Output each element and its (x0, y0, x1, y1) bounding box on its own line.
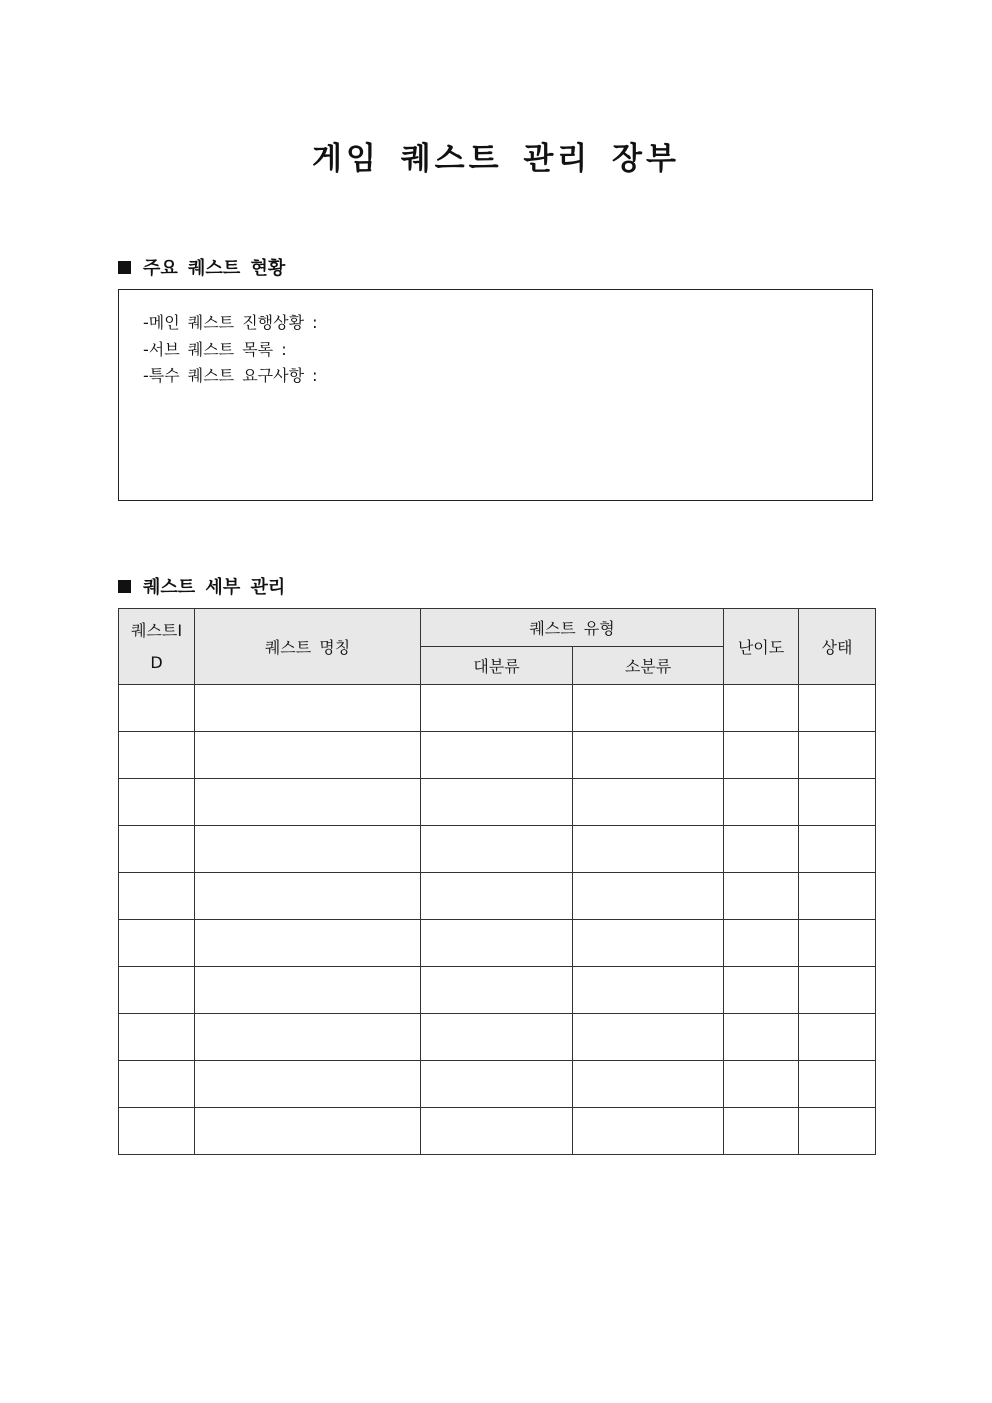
cell-quest-name (195, 1061, 421, 1108)
cell-status (799, 920, 876, 967)
column-header-quest-id: 퀘스트ID (119, 609, 195, 685)
column-header-major-category: 대분류 (421, 647, 573, 685)
quest-table-body (119, 685, 876, 1155)
column-header-status: 상태 (799, 609, 876, 685)
column-header-quest-type: 퀘스트 유형 (421, 609, 724, 647)
cell-difficulty (724, 1014, 799, 1061)
cell-difficulty (724, 732, 799, 779)
cell-quest-id (119, 1108, 195, 1155)
cell-major-category (421, 1014, 573, 1061)
cell-difficulty (724, 826, 799, 873)
cell-difficulty (724, 779, 799, 826)
cell-status (799, 1108, 876, 1155)
cell-major-category (421, 1061, 573, 1108)
quest-detail-table (118, 608, 876, 1155)
cell-status (799, 967, 876, 1014)
cell-status (799, 826, 876, 873)
cell-difficulty (724, 1061, 799, 1108)
cell-major-category (421, 873, 573, 920)
cell-minor-category (573, 1014, 724, 1061)
cell-major-category (421, 1108, 573, 1155)
table-row (119, 873, 876, 920)
cell-quest-id (119, 779, 195, 826)
square-bullet-icon (118, 261, 131, 274)
cell-minor-category (573, 873, 724, 920)
cell-quest-name (195, 826, 421, 873)
cell-quest-name (195, 920, 421, 967)
cell-minor-category (573, 826, 724, 873)
cell-quest-id (119, 920, 195, 967)
overview-box (118, 289, 873, 501)
main-quest-progress-line: -메인 퀘스트 진행상황 : (143, 313, 318, 332)
cell-minor-category (573, 779, 724, 826)
special-quest-requirements-line: -특수 퀘스트 요구사항 : (143, 366, 318, 385)
table-row (119, 1108, 876, 1155)
cell-major-category (421, 732, 573, 779)
cell-minor-category (573, 1061, 724, 1108)
cell-difficulty (724, 873, 799, 920)
cell-minor-category (573, 967, 724, 1014)
cell-minor-category (573, 920, 724, 967)
cell-quest-id (119, 1014, 195, 1061)
table-row (119, 779, 876, 826)
table-row (119, 685, 876, 732)
cell-status (799, 685, 876, 732)
cell-status (799, 732, 876, 779)
cell-quest-id (119, 826, 195, 873)
column-header-quest-name: 퀘스트 명칭 (195, 609, 421, 685)
table-row (119, 732, 876, 779)
cell-minor-category (573, 732, 724, 779)
page-title: 게임 퀘스트 관리 장부 (312, 141, 680, 177)
table-row (119, 1061, 876, 1108)
cell-quest-id (119, 1061, 195, 1108)
cell-minor-category (573, 685, 724, 732)
cell-quest-name (195, 1014, 421, 1061)
cell-difficulty (724, 967, 799, 1014)
cell-major-category (421, 826, 573, 873)
cell-quest-name (195, 685, 421, 732)
cell-major-category (421, 685, 573, 732)
cell-quest-id (119, 967, 195, 1014)
cell-status (799, 779, 876, 826)
cell-quest-id (119, 873, 195, 920)
cell-quest-name (195, 967, 421, 1014)
cell-status (799, 1014, 876, 1061)
column-header-minor-category: 소분류 (573, 647, 724, 685)
cell-difficulty (724, 685, 799, 732)
table-row (119, 920, 876, 967)
cell-status (799, 873, 876, 920)
section-heading-label: 퀘스트 세부 관리 (143, 577, 286, 598)
square-bullet-icon (118, 580, 131, 593)
cell-quest-name (195, 779, 421, 826)
cell-quest-name (195, 1108, 421, 1155)
cell-difficulty (724, 920, 799, 967)
cell-quest-name (195, 732, 421, 779)
table-row (119, 1014, 876, 1061)
section-heading-details (118, 573, 285, 599)
cell-major-category (421, 779, 573, 826)
cell-minor-category (573, 1108, 724, 1155)
cell-quest-id (119, 732, 195, 779)
sub-quest-list-line: -서브 퀘스트 목록 : (143, 339, 287, 359)
cell-difficulty (724, 1108, 799, 1155)
cell-quest-name (195, 873, 421, 920)
table-row (119, 826, 876, 873)
cell-status (799, 1061, 876, 1108)
section-heading-overview (118, 254, 285, 280)
section-heading-label: 주요 퀘스트 현황 (143, 258, 286, 279)
table-row (119, 967, 876, 1014)
cell-major-category (421, 967, 573, 1014)
cell-quest-id (119, 685, 195, 732)
cell-major-category (421, 920, 573, 967)
column-header-difficulty: 난이도 (724, 609, 799, 685)
